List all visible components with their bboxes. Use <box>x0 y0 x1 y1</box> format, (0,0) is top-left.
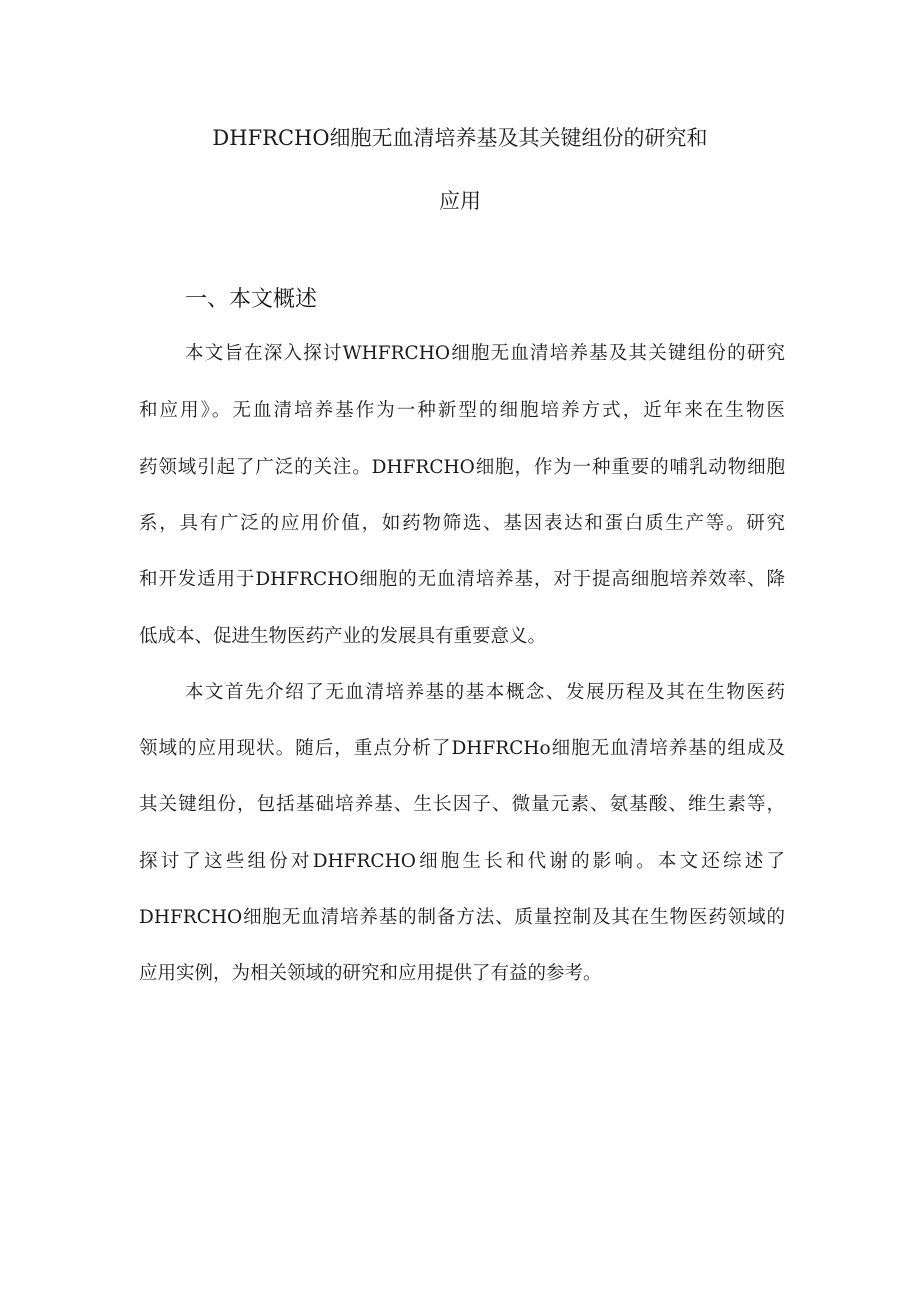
paragraph-2-line-4: 探讨了这些组份对DHFRCHO细胞生长和代谢的影响。本文还综述了 <box>139 851 785 872</box>
paragraph-1-line-4: 系，具有广泛的应用价值，如药物筛选、基因表达和蛋白质生产等。研究 <box>139 513 785 534</box>
paragraph-1-line-6: 低成本、促进生物医药产业的发展具有重要意义。 <box>139 626 547 647</box>
paragraph-2-line-1: 本文首先介绍了无血清培养基的基本概念、发展历程及其在生物医药 <box>185 682 785 703</box>
section-heading: 一、本文概述 <box>185 287 318 312</box>
paragraph-2-line-2: 领域的应用现状。随后，重点分析了DHFRCHo细胞无血清培养基的组成及 <box>139 738 785 759</box>
paragraph-1-line-3: 药领域引起了广泛的关注。DHFRCHO细胞，作为一种重要的哺乳动物细胞 <box>139 457 785 478</box>
paragraph-1-line-1: 本文旨在深入探讨WHFRCHO细胞无血清培养基及其关键组份的研究 <box>185 343 785 364</box>
paragraph-2-line-3: 其关键组份，包括基础培养基、生长因子、微量元素、氨基酸、维生素等， <box>139 794 785 815</box>
document-title-line-2: 应用 <box>439 189 481 213</box>
paragraph-1-line-5: 和开发适用于DHFRCHO细胞的无血清培养基，对于提高细胞培养效率、降 <box>139 569 785 590</box>
paragraph-1-line-2: 和应用》。无血清培养基作为一种新型的细胞培养方式，近年来在生物医 <box>139 400 785 421</box>
paragraph-2-line-6: 应用实例，为相关领域的研究和应用提供了有益的参考。 <box>139 963 602 984</box>
paragraph-2-line-5: DHFRCHO细胞无血清培养基的制备方法、质量控制及其在生物医药领域的 <box>139 907 785 928</box>
document-title-line-1: DHFRCHO细胞无血清培养基及其关键组份的研究和 <box>212 126 708 150</box>
